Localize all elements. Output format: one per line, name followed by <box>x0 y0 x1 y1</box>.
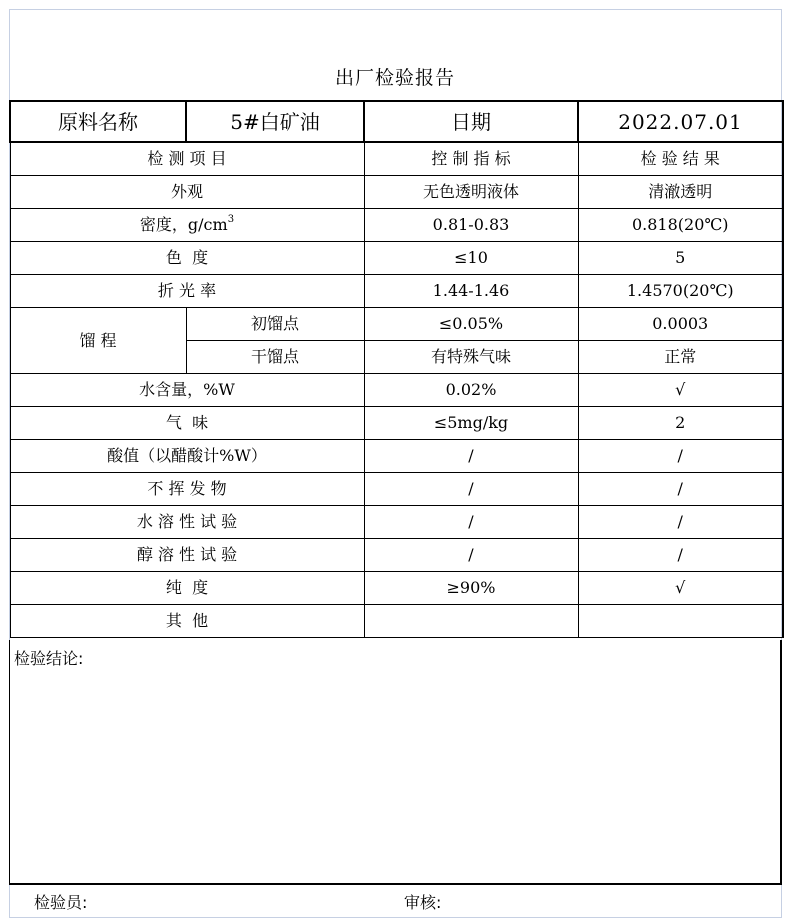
column-header-item: 检 测 项 目 <box>10 142 364 176</box>
column-header-row <box>10 142 783 176</box>
row-item: 不 挥 发 物 <box>10 473 364 506</box>
row-spec[interactable]: 有特殊气味 <box>364 341 578 374</box>
report-title: 出厂检验报告 <box>334 67 455 89</box>
table-row <box>10 176 783 209</box>
row-item-text: 密度，g/cm <box>139 215 228 234</box>
row-spec[interactable]: ≤0.05% <box>364 308 578 341</box>
row-result[interactable]: 2 <box>578 407 783 440</box>
row-item: 水 溶 性 试 验 <box>10 506 364 539</box>
table-row <box>10 572 783 605</box>
conclusion-label: 检验结论: <box>14 649 84 668</box>
row-result[interactable]: / <box>578 440 783 473</box>
row-result[interactable]: 清澈透明 <box>578 176 783 209</box>
row-spec[interactable]: / <box>364 506 578 539</box>
material-value[interactable]: 5#白矿油 <box>186 101 364 142</box>
row-spec[interactable]: ≤10 <box>364 242 578 275</box>
superscript: 3 <box>227 214 235 225</box>
row-spec[interactable]: ≤5mg/kg <box>364 407 578 440</box>
row-result[interactable]: 1.4570(20℃) <box>578 275 783 308</box>
row-group-distillation: 馏 程 <box>10 308 186 374</box>
table-row <box>10 275 783 308</box>
table-row <box>10 605 783 638</box>
column-header-result: 检 验 结 果 <box>578 142 783 176</box>
row-result[interactable] <box>578 605 783 638</box>
row-item: 气 味 <box>10 407 364 440</box>
reviewer-label: 审核: <box>404 893 442 912</box>
table-row <box>10 407 783 440</box>
table-row <box>10 440 783 473</box>
row-spec[interactable]: 无色透明液体 <box>364 176 578 209</box>
column-header-spec: 控 制 指 标 <box>364 142 578 176</box>
row-result[interactable]: √ <box>578 374 783 407</box>
inspector-label: 检验员: <box>34 893 88 912</box>
table-row <box>10 242 783 275</box>
row-item: 外观 <box>10 176 364 209</box>
header-row <box>10 101 783 142</box>
row-spec[interactable]: / <box>364 440 578 473</box>
row-item: 酸值（以醋酸计%W） <box>10 440 364 473</box>
row-spec[interactable]: / <box>364 473 578 506</box>
row-item: 色 度 <box>10 242 364 275</box>
row-result[interactable]: / <box>578 473 783 506</box>
table-row <box>10 539 783 572</box>
conclusion-box[interactable] <box>9 640 782 885</box>
row-item: 纯 度 <box>10 572 364 605</box>
row-result[interactable]: 0.0003 <box>578 308 783 341</box>
table-row <box>10 506 783 539</box>
row-spec[interactable]: / <box>364 539 578 572</box>
row-result[interactable]: 5 <box>578 242 783 275</box>
row-item: 其 他 <box>10 605 364 638</box>
row-result[interactable]: √ <box>578 572 783 605</box>
table-row <box>10 374 783 407</box>
date-label: 日期 <box>364 101 578 142</box>
row-result[interactable]: 正常 <box>578 341 783 374</box>
row-item <box>10 209 364 242</box>
table-row <box>10 209 783 242</box>
date-value[interactable]: 2022.07.01 <box>578 101 783 142</box>
row-spec[interactable]: ≥90% <box>364 572 578 605</box>
row-item: 初馏点 <box>186 308 364 341</box>
row-item: 干馏点 <box>186 341 364 374</box>
material-label: 原料名称 <box>10 101 186 142</box>
row-result[interactable]: 0.818(20℃) <box>578 209 783 242</box>
row-spec[interactable]: 0.81-0.83 <box>364 209 578 242</box>
row-spec[interactable]: 1.44-1.46 <box>364 275 578 308</box>
row-spec[interactable]: 0.02% <box>364 374 578 407</box>
row-result[interactable]: / <box>578 539 783 572</box>
row-spec[interactable] <box>364 605 578 638</box>
row-item: 水含量，%W <box>10 374 364 407</box>
inspection-table <box>9 100 784 638</box>
row-item: 醇 溶 性 试 验 <box>10 539 364 572</box>
table-row <box>10 473 783 506</box>
row-item: 折 光 率 <box>10 275 364 308</box>
table-row <box>10 308 783 341</box>
row-result[interactable]: / <box>578 506 783 539</box>
